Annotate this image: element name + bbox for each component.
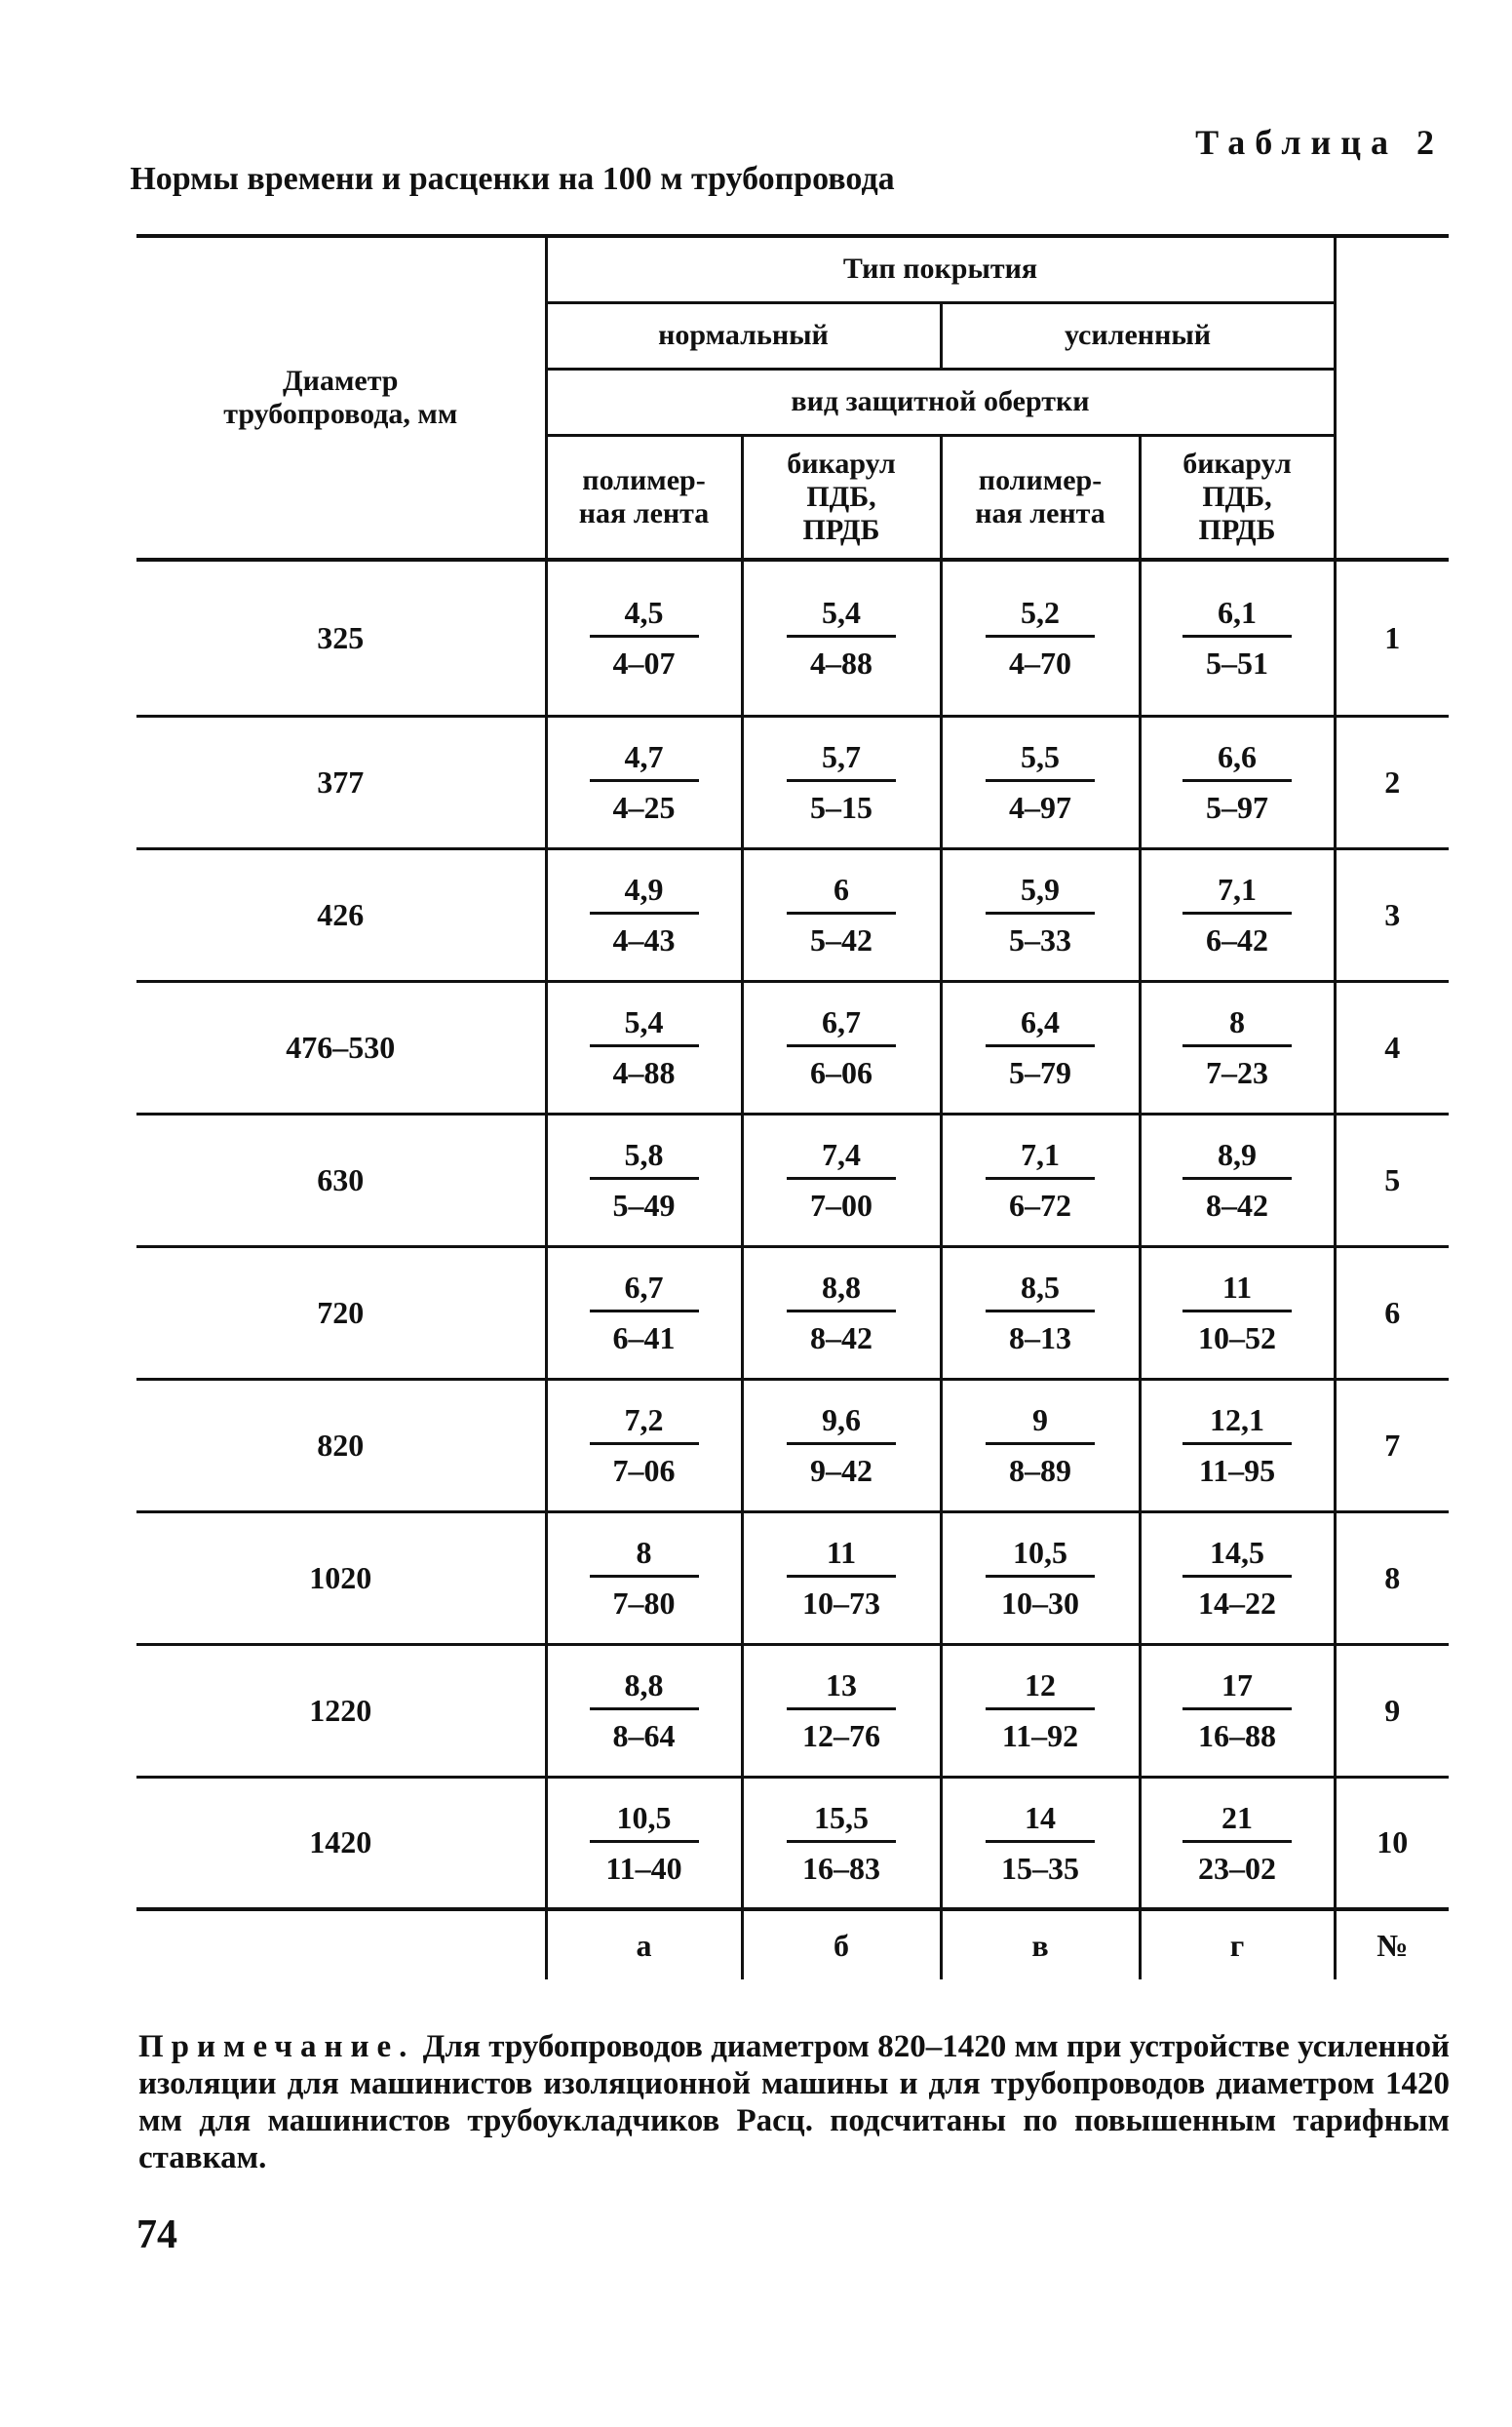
fraction-bar <box>590 1707 699 1710</box>
time-norm: 5,5 <box>1021 739 1060 774</box>
rate-cell <box>742 1511 941 1644</box>
rate-cell <box>941 716 1140 848</box>
price-rate: 4–70 <box>1009 646 1071 682</box>
fraction <box>986 870 1095 959</box>
fraction <box>590 1002 699 1092</box>
fraction <box>1182 737 1292 827</box>
fraction-bar <box>590 1177 699 1180</box>
note-text: Для трубопроводов диаметром 820–1420 мм при устройстве усиленной изоляции для машинистов изоляционной машины и для трубопроводов диаметром 1420 мм для машинистов трубоукладчиков Расц. подсчитаны по повышенным тарифным ставкам. <box>138 2029 1450 2175</box>
fraction-bar <box>787 1310 896 1312</box>
fraction <box>787 1400 896 1490</box>
fraction <box>787 1665 896 1755</box>
fraction <box>986 1400 1095 1490</box>
fraction <box>1182 1135 1292 1225</box>
header-diameter: Диаметр трубопровода, мм <box>136 236 546 560</box>
fraction <box>590 870 699 959</box>
fraction-bar <box>1182 779 1292 782</box>
row-diameter: 820 <box>136 1379 546 1511</box>
row-number: 9 <box>1335 1644 1449 1777</box>
row-diameter: 1420 <box>136 1777 546 1909</box>
note <box>138 2028 1450 2176</box>
time-norm: 5,7 <box>822 739 861 774</box>
fraction-bar <box>787 1177 896 1180</box>
table-row <box>136 1114 1449 1246</box>
rate-cell <box>1140 1644 1335 1777</box>
time-norm: 7,1 <box>1218 872 1257 907</box>
fraction <box>590 593 699 683</box>
price-rate: 5–15 <box>810 790 872 825</box>
price-rate: 6–41 <box>612 1320 676 1355</box>
time-norm: 5,4 <box>822 595 861 631</box>
fraction-bar <box>1182 1177 1292 1180</box>
fraction <box>1182 1533 1292 1623</box>
price-rate: 4–07 <box>612 646 676 682</box>
rate-cell <box>1140 1511 1335 1644</box>
fraction <box>986 1268 1095 1357</box>
time-norm: 6,4 <box>1021 1004 1060 1039</box>
footer-col-a: а <box>546 1909 742 1979</box>
time-norm: 14 <box>1025 1799 1056 1835</box>
rate-cell <box>941 981 1140 1114</box>
price-rate: 5–42 <box>810 922 872 958</box>
price-rate: 8–13 <box>1009 1320 1071 1355</box>
row-diameter: 1020 <box>136 1511 546 1644</box>
rate-cell <box>941 848 1140 981</box>
footer-blank <box>136 1909 546 1979</box>
rate-cell <box>546 1511 742 1644</box>
price-rate: 12–76 <box>802 1718 880 1753</box>
price-rate: 4–88 <box>612 1055 676 1090</box>
fraction-bar <box>986 1707 1095 1710</box>
fraction-bar <box>787 1575 896 1578</box>
table-row <box>136 1246 1449 1379</box>
time-norm: 7,1 <box>1021 1137 1060 1172</box>
fraction-bar <box>1182 1840 1292 1843</box>
fraction <box>1182 1268 1292 1357</box>
fraction <box>986 1002 1095 1092</box>
fraction-bar <box>986 1575 1095 1578</box>
fraction-bar <box>787 1044 896 1047</box>
fraction-bar <box>1182 635 1292 638</box>
time-norm: 14,5 <box>1210 1535 1264 1570</box>
time-norm: 21 <box>1221 1799 1253 1835</box>
row-diameter: 1220 <box>136 1644 546 1777</box>
rate-cell <box>941 1511 1140 1644</box>
time-norm: 8 <box>636 1535 652 1570</box>
fraction-bar <box>986 1442 1095 1445</box>
rate-cell <box>546 1644 742 1777</box>
header-coating-type: Тип покрытия <box>546 236 1335 302</box>
fraction <box>1182 1798 1292 1888</box>
fraction-bar <box>787 1442 896 1445</box>
time-norm: 17 <box>1221 1667 1253 1703</box>
fraction-bar <box>986 779 1095 782</box>
table-title <box>0 161 1512 198</box>
row-number: 6 <box>1335 1246 1449 1379</box>
rate-cell <box>1140 1777 1335 1909</box>
rate-cell <box>1140 560 1335 716</box>
header-normal: нормальный <box>546 302 941 369</box>
price-rate: 4–25 <box>612 790 676 825</box>
fraction-bar <box>590 779 699 782</box>
fraction <box>1182 1400 1292 1490</box>
time-norm: 6,6 <box>1218 739 1257 774</box>
price-rate: 6–06 <box>810 1055 872 1090</box>
time-norm: 7,2 <box>624 1402 664 1437</box>
header-col-polymer-2: полимер-ная лента <box>941 435 1140 560</box>
price-rate: 7–23 <box>1206 1055 1268 1090</box>
row-number: 1 <box>1335 560 1449 716</box>
time-norm: 6,1 <box>1218 595 1257 631</box>
header-col-bikarul-1: бикарул ПДБ, ПРДБ <box>742 435 941 560</box>
fraction <box>986 1135 1095 1225</box>
page-number: 74 <box>136 2212 177 2257</box>
time-norm: 8,8 <box>624 1667 664 1703</box>
fraction <box>787 1268 896 1357</box>
row-number: 2 <box>1335 716 1449 848</box>
row-number: 4 <box>1335 981 1449 1114</box>
price-rate: 23–02 <box>1198 1850 1276 1886</box>
fraction <box>986 1533 1095 1623</box>
table-row <box>136 1379 1449 1511</box>
time-norm: 8 <box>1229 1004 1245 1039</box>
time-norm: 12 <box>1025 1667 1056 1703</box>
rate-cell <box>742 560 941 716</box>
fraction <box>787 593 896 683</box>
price-rate: 10–52 <box>1198 1320 1276 1355</box>
rate-cell <box>1140 848 1335 981</box>
rate-cell <box>546 560 742 716</box>
time-norm: 11 <box>826 1535 857 1570</box>
price-rate: 5–79 <box>1009 1055 1071 1090</box>
fraction-bar <box>1182 912 1292 915</box>
rate-cell <box>742 1114 941 1246</box>
rate-cell <box>941 560 1140 716</box>
rate-cell <box>546 981 742 1114</box>
rate-cell <box>941 1644 1140 1777</box>
price-rate: 16–88 <box>1198 1718 1276 1753</box>
price-rate: 8–64 <box>612 1718 676 1753</box>
fraction-bar <box>787 779 896 782</box>
rate-cell <box>941 1379 1140 1511</box>
price-rate: 4–88 <box>810 646 872 682</box>
header-wrap-type: вид защитной обертки <box>546 369 1335 435</box>
price-rate: 5–33 <box>1009 922 1071 958</box>
fraction <box>787 1002 896 1092</box>
header-no-blank <box>1335 236 1449 560</box>
fraction-bar <box>1182 1044 1292 1047</box>
fraction-bar <box>590 635 699 638</box>
footer-col-d: г <box>1140 1909 1335 1979</box>
footer-col-no: № <box>1376 1927 1409 1963</box>
rate-cell <box>742 1777 941 1909</box>
fraction-bar <box>986 912 1095 915</box>
rate-cell <box>1140 1246 1335 1379</box>
time-norm: 6,7 <box>822 1004 861 1039</box>
fraction-bar <box>787 635 896 638</box>
rate-cell <box>546 1114 742 1246</box>
rate-cell <box>941 1114 1140 1246</box>
fraction <box>986 1665 1095 1755</box>
fraction-bar <box>590 1442 699 1445</box>
price-rate: 4–43 <box>612 922 676 958</box>
price-rate: 7–00 <box>810 1188 872 1223</box>
time-norm: 9 <box>1032 1402 1048 1437</box>
price-rate: 6–42 <box>1206 922 1268 958</box>
rate-cell <box>742 1246 941 1379</box>
rate-cell <box>546 1246 742 1379</box>
header-col-polymer-1: полимер-ная лента <box>546 435 742 560</box>
table-row <box>136 1644 1449 1777</box>
price-rate: 7–80 <box>612 1585 676 1621</box>
price-rate: 10–30 <box>1001 1585 1079 1621</box>
price-rate: 10–73 <box>802 1585 880 1621</box>
rate-cell <box>1140 981 1335 1114</box>
fraction-bar <box>590 912 699 915</box>
table-row <box>136 848 1449 981</box>
header-col-bikarul-2: бикарул ПДБ, ПРДБ <box>1140 435 1335 560</box>
time-norm: 13 <box>826 1667 857 1703</box>
rate-cell <box>941 1777 1140 1909</box>
rate-cell <box>546 716 742 848</box>
table-row <box>136 1511 1449 1644</box>
fraction <box>986 737 1095 827</box>
time-norm: 4,5 <box>624 595 664 631</box>
price-rate: 15–35 <box>1001 1850 1079 1886</box>
time-norm: 12,1 <box>1210 1402 1264 1437</box>
time-norm: 9,6 <box>822 1402 861 1437</box>
price-rate: 8–42 <box>1206 1188 1268 1223</box>
price-rate: 11–40 <box>605 1850 682 1886</box>
table-row <box>136 716 1449 848</box>
price-rate: 7–06 <box>612 1453 676 1488</box>
fraction-bar <box>590 1310 699 1312</box>
fraction-bar <box>986 1840 1095 1843</box>
time-norm: 4,9 <box>624 872 664 907</box>
fraction <box>590 1665 699 1755</box>
fraction <box>787 870 896 959</box>
fraction-bar <box>986 1044 1095 1047</box>
fraction <box>590 1135 699 1225</box>
fraction <box>1182 1002 1292 1092</box>
rate-cell <box>546 1777 742 1909</box>
rate-cell <box>941 1246 1140 1379</box>
time-norm: 10,5 <box>1013 1535 1067 1570</box>
time-norm: 6 <box>834 872 849 907</box>
fraction <box>590 1798 699 1888</box>
table-title-text: Нормы времени и расценки на 100 м трубопровода <box>130 161 895 197</box>
rate-cell <box>742 716 941 848</box>
fraction-bar <box>986 1310 1095 1312</box>
time-norm: 11 <box>1221 1270 1253 1305</box>
row-number: 8 <box>1335 1511 1449 1644</box>
price-rate: 9–42 <box>810 1453 872 1488</box>
rate-cell <box>546 1379 742 1511</box>
time-norm: 8,9 <box>1218 1137 1257 1172</box>
time-norm: 6,7 <box>624 1270 664 1305</box>
note-lead: Примечание. <box>138 2029 415 2064</box>
price-rate: 11–92 <box>1001 1718 1079 1753</box>
fraction <box>590 1268 699 1357</box>
fraction-bar <box>986 1177 1095 1180</box>
price-rate: 4–97 <box>1009 790 1071 825</box>
rate-cell <box>1140 1114 1335 1246</box>
rate-cell <box>742 981 941 1114</box>
fraction <box>986 1798 1095 1888</box>
fraction <box>787 1135 896 1225</box>
fraction-bar <box>787 1707 896 1710</box>
rate-cell <box>742 848 941 981</box>
fraction-bar <box>590 1575 699 1578</box>
row-number: 10 <box>1335 1777 1449 1909</box>
time-norm: 7,4 <box>822 1137 861 1172</box>
fraction <box>1182 1665 1292 1755</box>
fraction <box>1182 593 1292 683</box>
fraction <box>787 1798 896 1888</box>
table-row <box>136 981 1449 1114</box>
footer-col-c: в <box>941 1909 1140 1979</box>
fraction <box>590 1400 699 1490</box>
price-rate: 8–42 <box>810 1320 872 1355</box>
row-diameter: 325 <box>136 560 546 716</box>
fraction-bar <box>1182 1575 1292 1578</box>
fraction-bar <box>787 912 896 915</box>
time-norm: 8,8 <box>822 1270 861 1305</box>
fraction-bar <box>1182 1707 1292 1710</box>
rate-cell <box>1140 716 1335 848</box>
fraction <box>787 1533 896 1623</box>
fraction <box>590 737 699 827</box>
row-number: 7 <box>1335 1379 1449 1511</box>
row-diameter: 720 <box>136 1246 546 1379</box>
table-row <box>136 1777 1449 1909</box>
price-rate: 5–51 <box>1206 646 1268 682</box>
rate-cell <box>742 1644 941 1777</box>
price-rate: 8–89 <box>1009 1453 1071 1488</box>
fraction-bar <box>1182 1310 1292 1312</box>
rate-cell <box>546 848 742 981</box>
row-diameter: 377 <box>136 716 546 848</box>
row-diameter: 630 <box>136 1114 546 1246</box>
fraction-bar <box>590 1840 699 1843</box>
time-norm: 5,8 <box>624 1137 664 1172</box>
time-norm: 10,5 <box>616 1799 672 1835</box>
rate-cell <box>742 1379 941 1511</box>
time-norm: 5,4 <box>624 1004 664 1039</box>
fraction-bar <box>787 1840 896 1843</box>
time-norm: 5,9 <box>1021 872 1060 907</box>
time-norm: 4,7 <box>624 739 664 774</box>
fraction-bar <box>590 1044 699 1047</box>
row-diameter: 426 <box>136 848 546 981</box>
time-norm: 5,2 <box>1021 595 1060 631</box>
row-number: 5 <box>1335 1114 1449 1246</box>
rate-cell <box>1140 1379 1335 1511</box>
price-rate: 6–72 <box>1009 1188 1071 1223</box>
price-rate: 14–22 <box>1198 1585 1276 1621</box>
fraction <box>1182 870 1292 959</box>
footer-col-b: б <box>742 1909 941 1979</box>
price-rate: 5–49 <box>612 1188 676 1223</box>
fraction <box>590 1533 699 1623</box>
fraction-bar <box>986 635 1095 638</box>
fraction <box>787 737 896 827</box>
price-rate: 11–95 <box>1198 1453 1276 1488</box>
table-label: Таблица 2 <box>1195 123 1444 162</box>
norms-table <box>136 234 1449 1979</box>
header-reinforced: усиленный <box>941 302 1335 369</box>
time-norm: 15,5 <box>814 1799 869 1835</box>
row-diameter: 476–530 <box>136 981 546 1114</box>
time-norm: 8,5 <box>1021 1270 1060 1305</box>
price-rate: 5–97 <box>1206 790 1268 825</box>
fraction <box>986 593 1095 683</box>
fraction-bar <box>1182 1442 1292 1445</box>
table-row <box>136 560 1449 716</box>
row-number: 3 <box>1335 848 1449 981</box>
price-rate: 16–83 <box>802 1850 880 1886</box>
